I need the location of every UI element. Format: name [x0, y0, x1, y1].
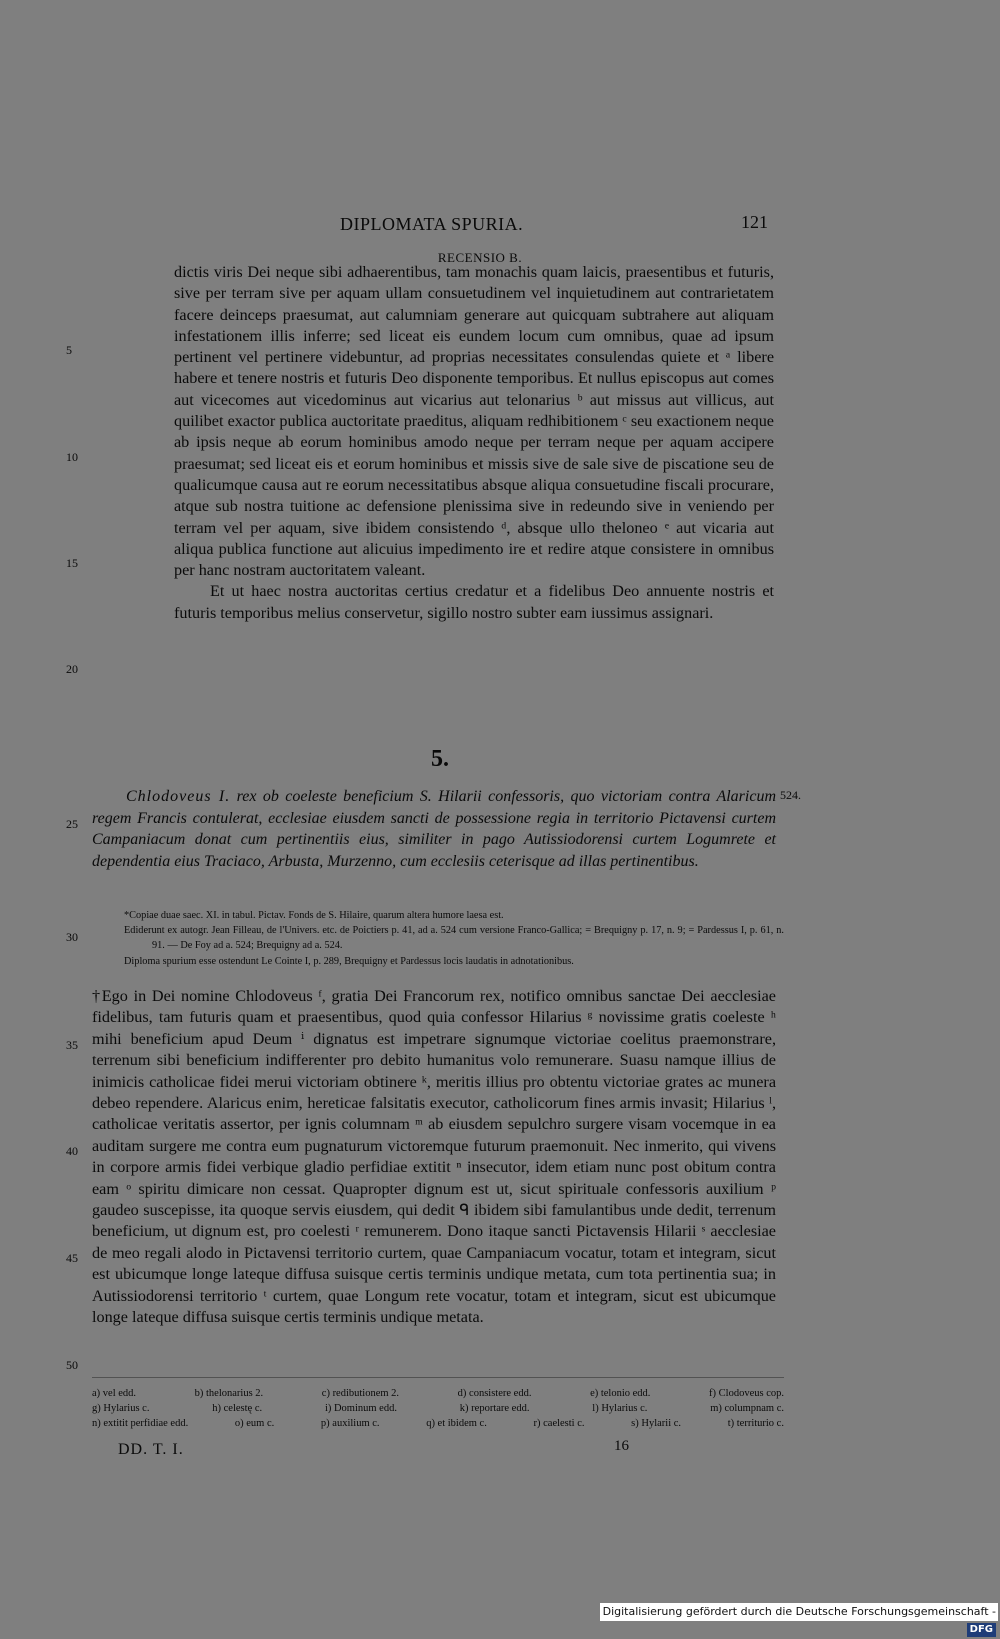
summary-author: Chlodoveus I. — [126, 788, 231, 805]
footnote: g) Hylarius c. — [92, 1403, 150, 1415]
line-number: 5 — [66, 343, 72, 357]
charter-paragraph: †Ego in Dei nomine Chlodoveus ᶠ, gratia Dei Francorum rex, notifico omnibus sanctae Dei aecclesiae fidelibus, tam futuris quam et praesentibus, quod quia confessor Hilarius ᵍ novissime gratis coeleste ʰ mihi beneficium apud Deum ⁱ dignatus est impetrare signumque victoriae coelitus praemonstrare, terrenum sibi beneficium indifferenter pro debito humanitus volo remunerare. Suasu namque illius de inimicis catholicae fidei merui victoriam obtinere ᵏ, meritis illius pro obtentu victoriae grates ac munera debeo rependere. Alaricus enim, hereticae falsitatis executor, catholicorum fines armis invasit; Hilarius ˡ, catholicae veritatis assertor, per ignis columnam ᵐ ab eiusdem sepulchro surgere visam vocemque in ea auditam surgere me contra eum pugnaturum victoremque futurum praemonuit. Nec inmerito, qui vivens in corpore armis fidei verbique gladio perfidiae extitit ⁿ insecutor, idem etiam nunc post obitum contra eam ᵒ spiritu dimicare non cessat. Quapropter dignum est ut, sicut spirituale confessoris auxilium ᵖ gaudeo suscepisse, ita quoque servis eiusdem, qui dedit ᑫ ibidem sibi famulantibus unde dedit, terrenum beneficium, ut dignum est, pro coelesti ʳ remunerem. Dono itaque sancti Pictavensis Hilarii ˢ aecclesiae de meo regali alodo in Pictavensi territorio curtem, quae Campaniacum vocatur, totam et integram, sicut est ubicumque longe lateque diffusa suisque certis terminis undique metata, cum tota pertinentia sua; in Autissiodorensi territorio ᵗ curtem, quae Longum rete vocatur, totam et integram, sicut est ubicumque longe lateque diffusa suisque certis terminis undique metata. — [92, 987, 776, 1327]
footnote: l) Hylarius c. — [592, 1403, 648, 1415]
footnote: s) Hylarii c. — [631, 1418, 682, 1430]
source-note: *Copiae duae saec. XI. in tabul. Pictav. Fonds de S. Hilaire, quarum altera humore laesa est. — [124, 910, 504, 921]
document-summary — [92, 786, 776, 872]
footnotes — [92, 1386, 784, 1432]
footnote: i) Dominum edd. — [324, 1403, 397, 1415]
source-notes — [124, 908, 784, 969]
footnote: o) eum c. — [234, 1418, 275, 1430]
footnote-row — [92, 1416, 784, 1431]
footnote: r) caelesti c. — [533, 1418, 585, 1430]
upper-body-text — [174, 262, 774, 624]
banner-text: Digitalisierung gefördert durch die Deutsche Forschungsgemeinschaft - — [602, 1605, 996, 1618]
page-number: 121 — [741, 212, 768, 232]
footnote: t) territurio c. — [727, 1418, 784, 1430]
line-number: 15 — [66, 556, 78, 570]
source-note: Ediderunt ex autogr. Jean Filleau, de l'Univers. etc. de Poictiers p. 41, ad a. 524 cum versione Franco-Gallica; = Brequigny p. 17, n. 9; = Pardessus I, p. 61, n. 91. — De Foy ad a. 524; Brequigny ad a. 524. — [124, 925, 784, 952]
footnote-row — [92, 1401, 784, 1416]
printer-signature: DD. T. I. — [118, 1441, 184, 1458]
footnote: n) extitit perfidiae edd. — [92, 1418, 189, 1430]
line-number: 25 — [66, 817, 78, 831]
footnote: a) vel edd. — [92, 1388, 137, 1399]
document-number: 5. — [431, 746, 449, 772]
footnote: e) telonio edd. — [590, 1388, 651, 1399]
document-date: 524. — [780, 788, 801, 802]
upper-paragraph-2: Et ut haec nostra auctoritas certius credatur et a fidelibus Deo annuente nostris et futuris temporibus melius conservetur, sigillo nostro subter eam iussimus assignari. — [174, 582, 774, 622]
running-title: DIPLOMATA SPURIA. — [340, 214, 524, 234]
line-number: 10 — [66, 450, 78, 464]
summary-text: rex ob coeleste beneficium S. Hilarii confessoris, quo victoriam contra Alaricum regem Francis contulerat, ecclesiae eiusdem sancti de possessione regia in territorio Pictavensi curtem Campaniacum donat cum pertinentiis eius, similiter in pago Autissiodorensi curtem Logumrete et dependentia eius Traciaco, Arbusta, Murzenno, cum ecclesiis ceterisque ad illas pertinentibus. — [92, 788, 777, 870]
upper-paragraph-1: dictis viris Dei neque sibi adhaerentibus, tam monachis quam laicis, praesentibus et futuris, sive per terram sive per aquam ullam consuetudinem vel inquietudinem aut contrarietatem facere deinceps praesumat, aut calumniam generare aut quicquam subtrahere aut aliquam infestationem illis inferre; sed liceat eis eundem locum cum omnibus, quae ad ipsum pertinent vel pertinere videbuntur, ad proprias necessitates consulendas quiete et ᵃ libere habere et tenere nostris et futuris Deo disponente temporibus. Et nullus episcopus aut comes aut vicecomes aut vicedominus aut vicarius aut telonarius ᵇ aut missus aut villicus, aut quilibet exactor publica auctoritate praeditus, aliquam redhibitionem ᶜ seu exactionem neque ab ipsis neque ab eorum hominibus amodo neque per terram neque per aquam accipere praesumat; sed liceat eis et eorum hominibus et missis sive de sale sive de piscatione seu de qualicumque causa aut re eorum necessitatibus absque aliqua consuetudine fiscali procurare, atque sub nostra tuitione ac defensione plenissima sive in redeundo sive in veniendo per terram vel per aquam, sive ibidem consistendo ᵈ, absque ullo theloneo ᵉ aut vicaria aut aliqua publica functione aut alicuius impedimento ire et redire atque consistere in omnibus per hanc nostram auctoritatem valeant. — [174, 263, 774, 580]
footnote: m) columpnam c. — [710, 1403, 784, 1415]
charter-text — [92, 986, 776, 1329]
source-note: Diploma spurium esse ostendunt Le Cointe I, p. 289, Brequigny et Pardessus locis laudatis in adnotationibus. — [124, 955, 574, 967]
footnote: k) reportare edd. — [459, 1403, 530, 1415]
footnote: c) redibutionem 2. — [321, 1388, 400, 1399]
footnote: b) thelonarius 2. — [194, 1388, 264, 1399]
footnote: q) et ibidem c. — [426, 1418, 487, 1430]
line-number: 20 — [66, 662, 78, 676]
footnote-row — [92, 1386, 784, 1401]
line-number: 40 — [66, 1144, 78, 1158]
sheet-number: 16 — [614, 1438, 629, 1454]
footnote: h) celestę c. — [212, 1403, 263, 1415]
footnote: f) Clodoveus cop. — [709, 1388, 784, 1399]
line-number: 45 — [66, 1251, 78, 1265]
dfg-logo-icon: DFG — [967, 1623, 996, 1637]
footnote-divider — [92, 1377, 784, 1378]
line-number: 35 — [66, 1038, 78, 1052]
page-header — [90, 214, 780, 238]
recension-label: RECENSIO B. — [437, 250, 523, 265]
line-number: 30 — [66, 930, 78, 944]
footnote: p) auxilium c. — [320, 1418, 380, 1430]
line-number: 50 — [66, 1358, 78, 1372]
digitization-banner — [600, 1603, 998, 1635]
footnote: d) consistere edd. — [457, 1388, 532, 1399]
